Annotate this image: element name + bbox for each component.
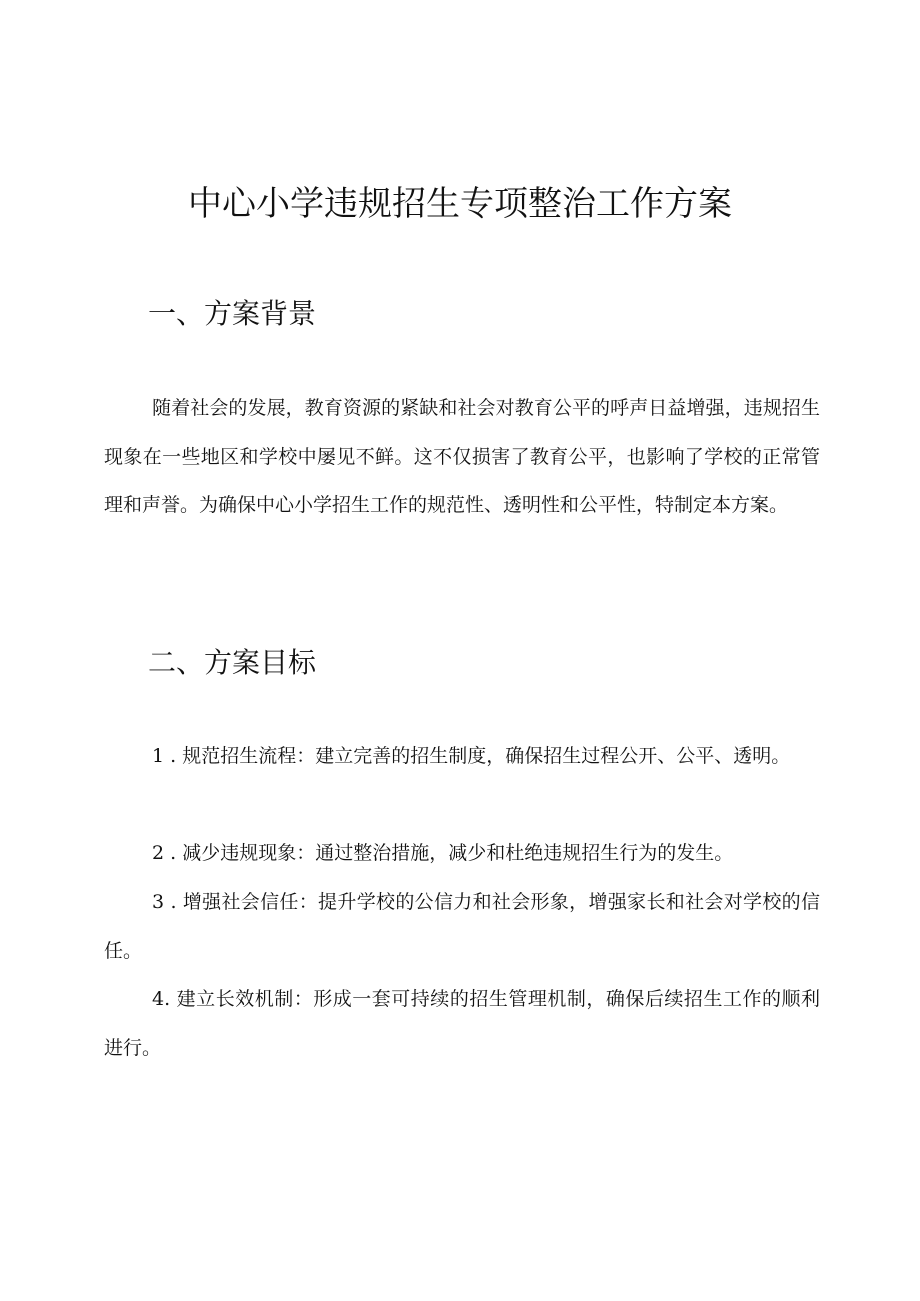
section-heading-background: 一、方案背景 — [148, 297, 317, 330]
section-heading-goals: 二、方案目标 — [148, 646, 317, 679]
goal-item-text: 1 . 规范招生流程：建立完善的招生制度，确保招生过程公开、公平、透明。 — [152, 745, 791, 767]
goal-item-2 — [104, 829, 820, 878]
goal-item-1 — [104, 732, 820, 781]
goal-item-text: 2 . 减少违规现象：通过整治措施，减少和杜绝违规招生行为的发生。 — [152, 842, 734, 864]
document-title: 中心小学违规招生专项整治工作方案 — [188, 184, 732, 224]
goal-item-3 — [104, 878, 820, 975]
goal-item-text: 4. 建立长效机制：形成一套可持续的招生管理机制，确保后续招生工作的顺利进行。 — [104, 988, 820, 1059]
background-paragraph-text: 随着社会的发展，教育资源的紧缺和社会对教育公平的呼声日益增强，违规招生现象在一些地区和学校中屡见不鲜。这不仅损害了教育公平，也影响了学校的正常管理和声誉。为确保中心小学招生工作的规范性、透明性和公平性，特制定本方案。 — [104, 397, 820, 517]
goal-item-text: 3 . 增强社会信任：提升学校的公信力和社会形象，增强家长和社会对学校的信任。 — [104, 891, 820, 962]
background-paragraph — [104, 384, 820, 530]
goal-item-4 — [104, 975, 820, 1072]
